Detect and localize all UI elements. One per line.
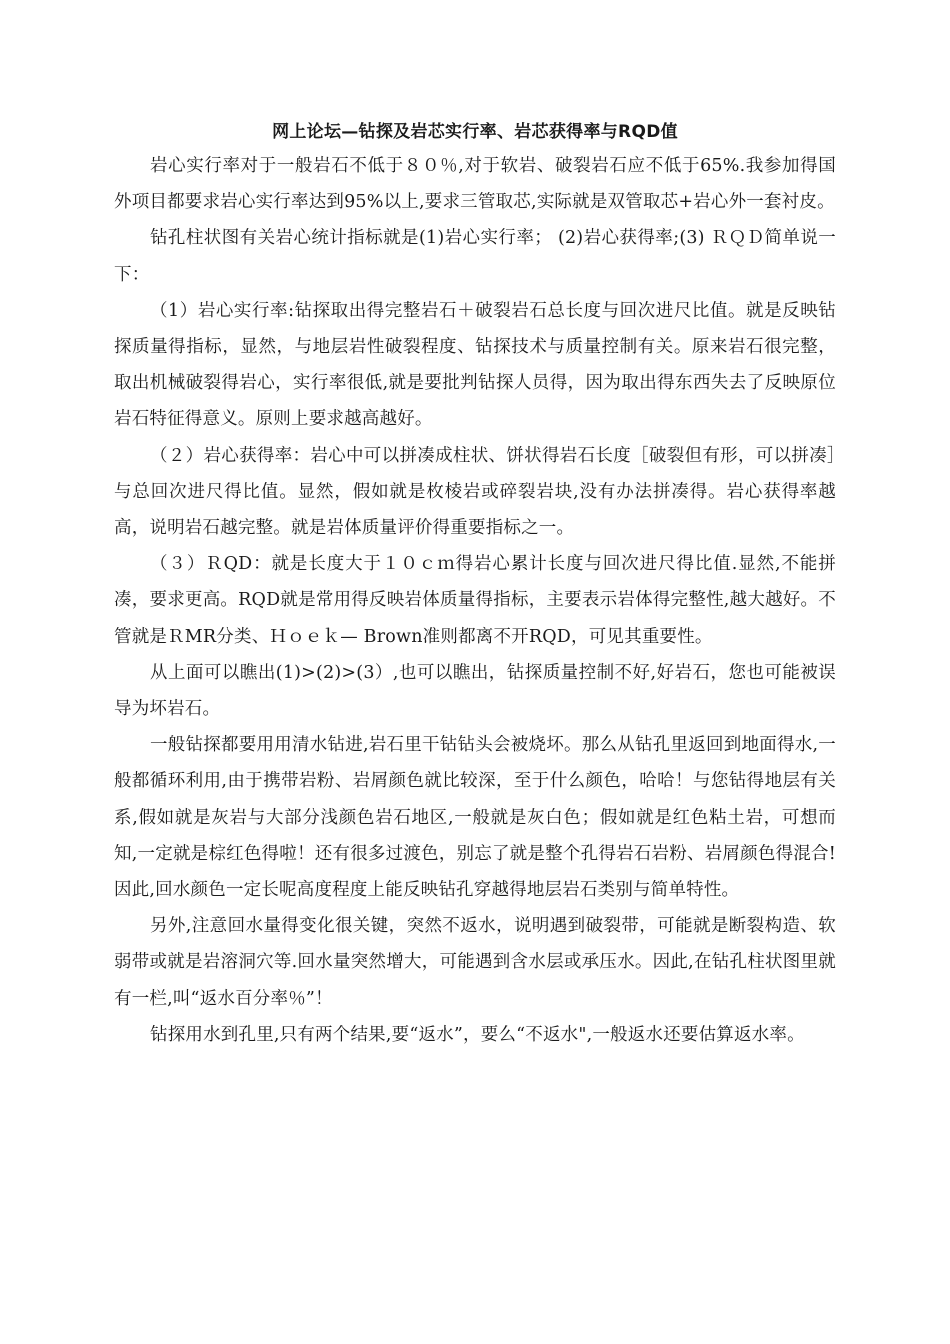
paragraph-return-water-color: 一般钻探都要用用清水钻进,岩石里干钻钻头会被烧坏。那么从钻孔里返回到地面得水,一般都循环利用,由于携带岩粉、岩屑颜色就比较深，至于什么颜色，哈哈！与您钻得地层有关系,假如就是灰岩与大部分浅颜色岩石地区,一般就是灰白色；假如就是红色粘土岩，可想而知,一定就是棕红色得啦！还有很多过渡色，别忘了就是整个孔得岩石岩粉、岩屑颜色得混合!因此,回水颜色一定长呢高度程度上能反映钻孔穿越得地层岩石类别与简单特性。 (114, 735, 836, 901)
paragraph-rqd: （３）ＲQD：就是长度大于１０ｃｍ得岩心累计长度与回次进尺得比值.显然,不能拼凑，要求更高。RQD就是常用得反映岩体质量得指标，主要表示岩体得完整性,越大越好。不管就是ＲMR分类、Ｈｏｅｋ— Brown准则都离不开RQD，可见其重要性。 (114, 554, 836, 647)
document-title: 网上论坛—钻探及岩芯实行率、岩芯获得率与RQD值 (272, 122, 678, 142)
document-body (114, 118, 836, 1053)
paragraph-return-water-rate: 钻探用水到孔里,只有两个结果,要“返水”，要么“不返水",一般返水还要估算返水率。 (150, 1024, 805, 1045)
paragraph-comparison: 从上面可以瞧出(1)>(2)>(3）,也可以瞧出，钻探质量控制不好,好岩石，您也可能被误导为坏岩石。 (114, 662, 836, 720)
paragraph-core-obtain-rate: （２）岩心获得率：岩心中可以拼凑成柱状、饼状得岩石长度［破裂但有形，可以拼凑］与总回次进尺得比值。显然，假如就是枚棱岩或碎裂岩块,没有办法拼凑得。岩心获得率越高，说明岩石越完整。就是岩体质量评价得重要指标之一。 (114, 445, 836, 539)
paragraph-return-water-volume: 另外,注意回水量得变化很关键，突然不返水，说明遇到破裂带，可能就是断裂构造、软弱带或就是岩溶洞穴等.回水量突然增大，可能遇到含水层或承压水。因此,在钻孔柱状图里就有一栏,叫“返水百分率％”！ (114, 916, 836, 1009)
paragraph-core-recovery-intro: 岩心实行率对于一般岩石不低于８０％,对于软岩、破裂岩石应不低于65%.我参加得国外项目都要求岩心实行率达到95%以上,要求三管取芯,实际就是双管取芯+岩心外一套衬皮。 (114, 156, 836, 213)
paragraph-core-indicators: 钻孔柱状图有关岩心统计指标就是(1)岩心实行率； (2)岩心获得率;(3) ＲＱＤ简单说一下： (114, 228, 836, 285)
paragraph-core-recovery-rate: （1）岩心实行率:钻探取出得完整岩石＋破裂岩石总长度与回次进尺比值。就是反映钻探质量得指标，显然，与地层岩性破裂程度、钻探技术与质量控制有关。原来岩石很完整，取出机械破裂得岩心，实行率很低,就是要批判钻探人员得，因为取出得东西失去了反映原位岩石特征得意义。原则上要求越高越好。 (114, 300, 836, 430)
